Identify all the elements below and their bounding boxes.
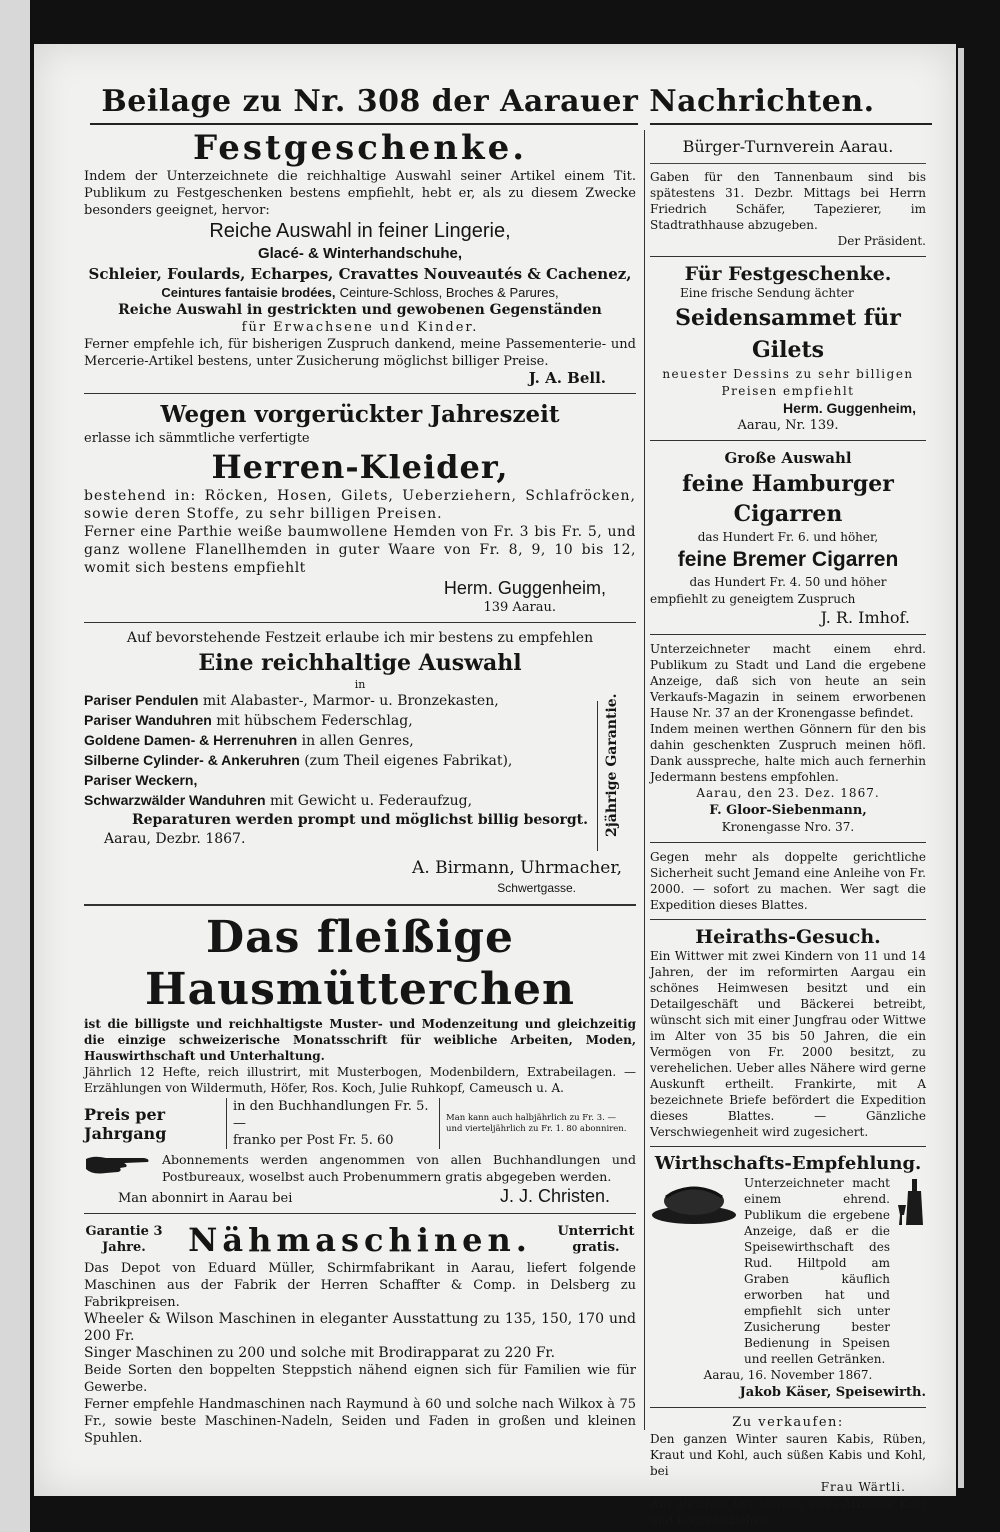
ad-date: Aarau, den 23. Dez. 1867. [696, 786, 880, 800]
ad-title: Große Auswahl [724, 449, 852, 467]
divider [650, 440, 926, 441]
price-note: Man kann auch halbjährlich zu Fr. 3. — und vierteljährlich zu Fr. 1. 80 abonniren. [446, 1112, 627, 1134]
ad-address: Aarau, Nr. 139. [737, 418, 839, 433]
ad-title: Wegen vorgerückter Jahreszeit [160, 401, 560, 428]
ad-title: Zu verkaufen: [732, 1415, 844, 1430]
ad-text: Beide Sorten den boppelten Steppstich nähend eignen sich für Familien wie für Gewerbe. [84, 1363, 636, 1395]
divider [650, 256, 926, 257]
ad-text: das Hundert Fr. 6. und höher, [697, 530, 879, 544]
ad-headline: Herren-Kleider, [211, 448, 509, 486]
ad-line: Schleier, Foulards, Echarpes, Cravattes Nouveautés & Cachenez, [88, 265, 632, 283]
ad-text: Ferner eine Parthie weiße baumwollene Hemden von Fr. 3 bis Fr. 5, und ganz wollene Flanellhemden in guter Waare von Fr. 8, 9, 10 bis 12, womit sich bestens empfiehlt [84, 524, 636, 576]
ad-side-note: Unterricht gratis. [557, 1224, 635, 1255]
ad-line: für Erwachsene und Kinder. [241, 320, 479, 335]
ad-date: Aarau, Dezbr. 1867. [104, 831, 246, 847]
ad-text: Reparaturen werden prompt und möglichst billig besorgt. [131, 812, 589, 828]
masthead: Beilage zu Nr. 308 der Aarauer Nachrichten. [101, 84, 875, 119]
ad-text: Indem meinen werthen Gönnern für den bis dahin geschenkten Zuspruch meinen höfl. Dank ausspreche, halte mich auch fernerhin Jedermann bestens empfohlen. [650, 722, 926, 784]
ad-header [84, 1220, 636, 1260]
ad-line: Ceintures fantaisie brodées, [161, 285, 336, 300]
ad-text: Ein Wittwer mit zwei Kindern von 11 und 14 Jahren, der im reformirten Aargau ein schönes Heimwesen besitzt und ein Detailgeschäft und Bäckerei betreibt, wünscht sich mit einer Jungfrau oder Wittwe im Alter von 35 bis 50 Jahren, die ein Vermögen von Fr. 2000 besitzt, zu verehelichen. Ueber alles Nähere wird gerne Auskunft ertheilt. Frankirte, mit A bezeichnete Briefe befördert die Expedition dieses Blattes. — Gänzliche Verschwiegenheit wird zugesichert. [650, 949, 926, 1139]
ad-address: 139 Aarau. [483, 600, 556, 615]
ad-text: Singer Maschinen zu 200 und solche mit Brodirapparat zu 220 Fr. [84, 1345, 556, 1361]
ad-text: Den ganzen Winter sauren Kabis, Rüben, Kraut und Kohl, auch süßen Kabis und Kohl, bei [650, 1432, 926, 1478]
ad-title: Bürger-Turnverein Aarau. [682, 137, 894, 156]
garantie-label: 2jährige Garantie. [604, 693, 620, 837]
divider [84, 904, 636, 906]
ad-title: Festgeschenke. [192, 128, 528, 168]
divider [650, 1146, 926, 1147]
divider [84, 622, 636, 623]
ad-sub: erlasse ich sämmtliche verfertigte [84, 431, 310, 446]
ad-signature: Der Präsident. [837, 234, 926, 248]
ad-sub: Eine frische Sendung ächter [680, 286, 854, 300]
ad-title: Für Festgeschenke. [684, 263, 892, 285]
ad-address: Schwertgasse. [497, 881, 576, 895]
scan-left-margin [0, 0, 30, 1532]
ad-headline: feine Bremer Cigarren [677, 548, 899, 571]
ad-text: ist die billigste und reichhaltigste Muster- und Modenzeitung und gleichzeitig die einzige schweizerische Monatsschrift für weibliche Arbeiten, Moden, Hauswirthschaft und Unterhaltung. [84, 1017, 636, 1063]
watch-item-name: Pariser Weckern, [84, 772, 198, 788]
ad-text: Man abonnirt in Aarau bei [118, 1191, 293, 1206]
ad-turnverein [650, 136, 926, 250]
divider [650, 842, 926, 843]
ad-text: Unterzeichneter macht einem ehrend. Publikum die ergebene Anzeige, daß er die Speisewirthschaft des Rud. Hiltpold am Graben käuflich erworben hat und empfiehlt sich unter Zusicherung bester Bedienung in Speisen und reellen Getränken. [744, 1176, 890, 1366]
ad-line: Glacé- & Winterhandschuhe, [257, 245, 463, 262]
ad-text: Jährlich 12 Hefte, reich illustrirt, mit Musterbogen, Modenbildern, Extrabeilagen. — Erzählungen von Wildermuth, Höfer, Ros. Koch, Julie Ruhkopf, Cameusch u. A. [84, 1065, 636, 1095]
watch-item-desc: mit Gewicht u. Federaufzug, [265, 793, 473, 809]
ad-date: Aarau, 16. November 1867. [703, 1368, 873, 1382]
price-box [226, 1098, 440, 1149]
ad-headline: feine Hamburger Cigarren [682, 471, 894, 527]
ad-anleihe [650, 849, 926, 913]
ad-title: Nähmaschinen. [188, 1221, 532, 1259]
ad-text: empfiehlt zu geneigtem Zuspruch [650, 592, 856, 606]
left-column [84, 128, 636, 1447]
ad-signature: A. Birmann, Uhrmacher, [412, 858, 622, 878]
ad-text: Am gleichen Ort können zwei Arbeiter Kost und Logis beziehen. [650, 1497, 926, 1527]
ad-intro: Auf bevorstehende Festzeit erlaube ich mir bestens zu empfehlen [126, 630, 594, 646]
ad-signature: J. A. Bell. [528, 369, 606, 387]
divider [650, 163, 926, 164]
ad-herren-kleider [84, 400, 636, 616]
ad-naehmaschinen [84, 1220, 636, 1447]
ad-intro: Indem der Unterzeichnete die reichhaltige Auswahl seiner Artikel einem Tit. Publikum zu Festgeschenken bestens empfiehlt, hebt er, als zu diesem Zwecke besonders geeignet, hervor: [84, 169, 636, 218]
watch-item-desc: mit hübschem Federschlag, [211, 713, 413, 729]
ad-festgeschenke [84, 128, 636, 387]
watch-item-name: Silberne Cylinder- & Ankeruhren [84, 752, 300, 768]
bottle-glass-icon [896, 1175, 926, 1229]
ad-text: Das Depot von Eduard Müller, Schirmfabrikant in Aarau, liefert folgende Maschinen aus der Fabrik der Herren Schaffter & Comp. in Delsberg zu Fabrikpreisen. [84, 1261, 636, 1310]
divider [84, 393, 636, 394]
ad-line: in [354, 678, 366, 691]
wirth-body [650, 1175, 926, 1367]
ad-cigarren [650, 447, 926, 628]
ad-line: Reiche Auswahl in feiner Lingerie, [209, 220, 511, 242]
ad-line: Reiche Auswahl in gestrickten und gewobenen Gegenständen [118, 302, 602, 318]
watch-item-desc: in allen Genres, [297, 733, 414, 749]
divider [650, 634, 926, 635]
ad-text: Gegen mehr als doppelte gerichtliche Sicherheit sucht Jemand eine Anleihe von Fr. 2000. — sofort zu machen. Wer sagt die Expedition dieses Blattes. [650, 850, 926, 912]
ad-text: bestehend in: Röcken, Hosen, Gilets, Ueberziehern, Schlafröcken, sowie deren Stoffe, zu sehr billigen Preisen. [84, 488, 636, 522]
ad-signature: Herm. Guggenheim, [443, 578, 606, 598]
pointing-hand-icon [84, 1151, 154, 1177]
ad-title: Wirthschafts-Empfehlung. [654, 1153, 922, 1174]
roast-dish-icon [650, 1175, 738, 1229]
divider [650, 1407, 926, 1408]
ad-text: Wheeler & Wilson Maschinen in eleganter Ausstattung zu 135, 150, 170 und 200 Fr. [84, 1311, 636, 1344]
ad-text: das Hundert Fr. 4. 50 und höher [689, 575, 887, 589]
ad-text: Abonnements werden angenommen von allen Buchhandlungen und Postbureaux, woselbst auch Probenummern gratis abgegeben werden. [162, 1152, 636, 1184]
ad-text: neuester Dessins zu sehr billigen Preisen empfiehlt [662, 367, 914, 398]
ad-signature: J. J. Christen. [499, 1186, 610, 1206]
ad-text: Ferner empfehle Handmaschinen nach Raymund à 60 und solche nach Wilkox à 75 Fr., sowie beste Maschinen-Nadeln, Seiden und Faden in großen und kleinen Spuhlen. [84, 1397, 636, 1446]
masthead-rule-left [90, 123, 638, 125]
watch-item-name: Goldene Damen- & Herrenuhren [84, 732, 298, 748]
ad-uhren [84, 629, 636, 898]
watch-item-name: Pariser Pendulen [84, 692, 199, 708]
abo-row [84, 1151, 636, 1185]
ad-text: Gaben für den Tannenbaum sind bis spätestens 31. Dezbr. Mittags bei Herrn Friedrich Schäfer, Tapezierer, im Stadtrathhause abzugeben. [650, 170, 926, 232]
ad-text: Unterzeichneter macht einem ehrd. Publikum zu Stadt und Land die ergebene Anzeige, daß sich von heute an sein Verkaufs-Magazin in seinem erworbenen Hause Nr. 37 an der Kronengasse befindet. [650, 642, 926, 720]
divider [84, 1213, 636, 1214]
ad-signature: Frau Wärtli. [820, 1480, 906, 1494]
ad-signature: Herm. Guggenheim, [782, 400, 916, 416]
ad-seidensammet [650, 263, 926, 434]
ad-text: Ferner empfehle ich, für bisherigen Zuspruch dankend, meine Passementerie- und Mercerie-Artikel bestens, unter Zusicherung möglichst billiger Preise. [84, 337, 636, 369]
ad-signature: F. Gloor-Siebenmann, [709, 803, 867, 818]
ad-title: Das fleißige Hausmütterchen [145, 912, 575, 1015]
watch-item-desc: mit Alabaster-, Marmor- u. Bronzekasten, [198, 693, 499, 709]
price-label: Preis per Jahrgang [84, 1104, 167, 1143]
ad-title: Eine reichhaltige Auswahl [198, 650, 522, 676]
ad-zu-verkaufen [650, 1414, 926, 1528]
ad-headline: Seidensammet für Gilets [675, 305, 901, 363]
ad-heiratsgesuch [650, 926, 926, 1140]
watch-item-name: Schwarzwälder Wanduhren [84, 792, 266, 808]
ad-verkaufsmagazin [650, 641, 926, 836]
page-edge [958, 48, 964, 1488]
price-row [84, 1098, 636, 1149]
garantie-bracket [597, 693, 626, 851]
watch-item-name: Pariser Wanduhren [84, 712, 212, 728]
ad-side-note: Garantie 3 Jahre. [85, 1224, 163, 1255]
price-line: in den Buchhandlungen Fr. 5. — [233, 1099, 429, 1131]
ad-wirthschaft [650, 1153, 926, 1401]
ad-hausmuetterchen [84, 912, 636, 1207]
price-line: franko per Post Fr. 5. 60 [233, 1133, 394, 1148]
ad-signature: Jakob Käser, Speisewirth. [739, 1385, 926, 1400]
ad-line: Ceinture-Schloss, Broches & Parures, [339, 285, 559, 300]
divider [650, 919, 926, 920]
column-divider [644, 130, 645, 1430]
ad-title: Heiraths-Gesuch. [695, 926, 881, 948]
right-column [650, 128, 926, 1528]
watch-item-desc: (zum Theil eigenes Fabrikat), [299, 753, 513, 769]
masthead-rule-right [650, 123, 932, 125]
ad-signature: J. R. Imhof. [820, 608, 910, 627]
ad-address: Kronengasse Nro. 37. [721, 820, 855, 834]
